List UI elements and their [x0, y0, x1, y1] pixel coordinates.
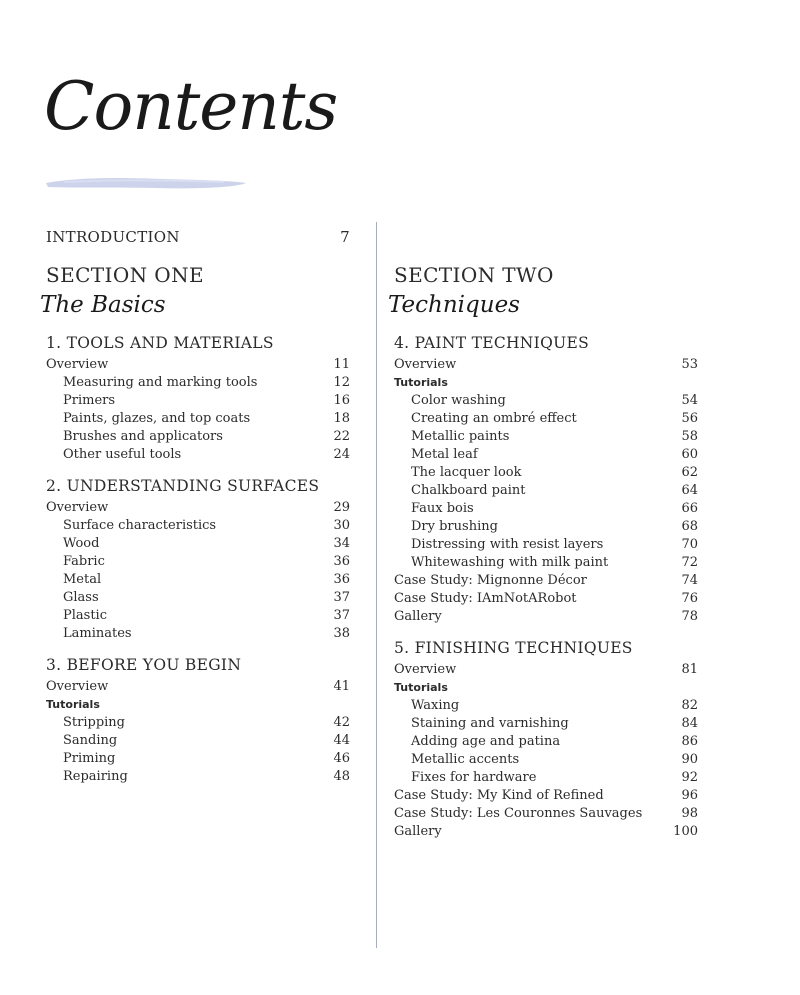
entry-page: 37 [333, 608, 350, 623]
entry-page: 86 [681, 734, 698, 749]
entry-label: Wood [63, 536, 100, 551]
entry-page: 42 [333, 715, 350, 730]
toc-entry[interactable] [46, 535, 350, 553]
entry-label: Distressing with resist layers [411, 537, 604, 552]
chapter-title[interactable]: 3. BEFORE YOU BEGIN [46, 656, 242, 674]
entry-label: Priming [63, 751, 116, 766]
entry-label: Faux bois [411, 501, 474, 516]
entry-page: 16 [333, 393, 350, 408]
entry-label: Metal [63, 572, 102, 587]
entry-page: 72 [681, 555, 698, 570]
tutorials-label: Tutorials [46, 698, 100, 711]
entry-label: Gallery [394, 609, 442, 624]
entry-label: INTRODUCTION [46, 228, 180, 246]
entry-page: 54 [681, 393, 698, 408]
entry-page: 38 [333, 626, 350, 641]
toc-entry[interactable] [394, 733, 698, 751]
toc-entry[interactable] [394, 697, 698, 715]
toc-entry[interactable] [46, 750, 350, 768]
entry-page: 90 [681, 752, 698, 767]
chapter-title[interactable]: 4. PAINT TECHNIQUES [394, 334, 589, 352]
entry-page: 41 [333, 679, 350, 694]
page-title: Contents [44, 68, 338, 145]
entry-label: Sanding [63, 733, 118, 748]
entry-label: Case Study: IAmNotARobot [394, 591, 577, 606]
entry-label: Dry brushing [411, 519, 498, 534]
entry-page: 37 [333, 590, 350, 605]
entry-page: 11 [333, 357, 350, 372]
entry-label: Metallic paints [411, 429, 510, 444]
section-one-subtitle: The Basics [40, 292, 166, 318]
entry-page: 24 [333, 447, 350, 462]
entry-page: 62 [681, 465, 698, 480]
entry-label: Case Study: My Kind of Refined [394, 788, 604, 803]
toc-entry[interactable] [394, 500, 698, 518]
toc-entry[interactable] [394, 392, 698, 410]
entry-page: 29 [333, 500, 350, 515]
entry-label: Overview [394, 662, 457, 677]
toc-entry[interactable] [46, 571, 350, 589]
entry-page: 70 [681, 537, 698, 552]
toc-entry[interactable] [46, 732, 350, 750]
toc-entry[interactable] [394, 751, 698, 769]
toc-entry[interactable] [46, 678, 350, 696]
toc-entry[interactable] [394, 356, 698, 374]
toc-entry[interactable] [394, 661, 698, 679]
entry-label: Fixes for hardware [411, 770, 537, 785]
entry-page: 81 [681, 662, 698, 677]
chapter-title[interactable]: 1. TOOLS AND MATERIALS [46, 334, 274, 352]
entry-page: 66 [681, 501, 698, 516]
entry-page: 22 [333, 429, 350, 444]
toc-entry[interactable] [394, 428, 698, 446]
entry-page: 36 [333, 554, 350, 569]
entry-label: Glass [63, 590, 99, 605]
entry-page: 74 [681, 573, 698, 588]
entry-label: Brushes and applicators [63, 429, 223, 444]
entry-page: 60 [681, 447, 698, 462]
chapter-block [46, 333, 350, 464]
entry-label: Adding age and patina [411, 734, 561, 749]
entry-label: Repairing [63, 769, 128, 784]
toc-entry[interactable] [394, 536, 698, 554]
entry-label: Fabric [63, 554, 105, 569]
toc-entry[interactable] [394, 590, 698, 608]
entry-page: 64 [681, 483, 698, 498]
entry-label: Whitewashing with milk paint [411, 555, 609, 570]
toc-entry[interactable] [46, 410, 350, 428]
entry-label: Case Study: Les Couronnes Sauvages [394, 806, 643, 821]
toc-entry[interactable] [394, 805, 698, 823]
entry-page: 84 [681, 716, 698, 731]
entry-label: Primers [63, 393, 116, 408]
toc-entry[interactable] [394, 787, 698, 805]
toc-entry[interactable] [394, 464, 698, 482]
toc-entry[interactable] [394, 482, 698, 500]
tutorials-label: Tutorials [394, 376, 448, 389]
toc-entry[interactable] [46, 374, 350, 392]
entry-page: 92 [681, 770, 698, 785]
entry-label: Overview [46, 500, 109, 515]
entry-label: Overview [46, 357, 109, 372]
entry-page: 36 [333, 572, 350, 587]
entry-page: 7 [340, 228, 350, 246]
entry-page: 44 [333, 733, 350, 748]
toc-entry[interactable] [46, 446, 350, 464]
entry-page: 76 [681, 591, 698, 606]
toc-entry[interactable] [46, 553, 350, 571]
entry-label: Case Study: Mignonne Décor [394, 573, 587, 588]
toc-entry[interactable] [46, 392, 350, 410]
toc-entry[interactable] [394, 410, 698, 428]
toc-entry[interactable] [46, 589, 350, 607]
chapter-title[interactable]: 2. UNDERSTANDING SURFACES [46, 477, 320, 495]
entry-label: Waxing [411, 698, 460, 713]
toc-entry[interactable] [46, 768, 350, 786]
entry-page: 12 [333, 375, 350, 390]
section-two-heading: SECTION TWO [394, 263, 554, 287]
brush-stroke-decoration [44, 173, 248, 193]
chapter-block [46, 476, 350, 643]
section-two-subtitle: Techniques [388, 292, 520, 318]
toc-entry-introduction[interactable] [46, 228, 350, 246]
toc-entry[interactable] [394, 446, 698, 464]
entry-page: 96 [681, 788, 698, 803]
entry-label: Staining and varnishing [411, 716, 569, 731]
entry-label: Other useful tools [63, 447, 182, 462]
entry-label: Creating an ombré effect [411, 411, 577, 426]
entry-label: Laminates [63, 626, 132, 641]
entry-label: The lacquer look [411, 465, 522, 480]
toc-entry[interactable] [394, 608, 698, 626]
entry-label: Chalkboard paint [411, 483, 526, 498]
entry-page: 56 [681, 411, 698, 426]
entry-page: 100 [673, 824, 698, 839]
section-two-chapters [394, 333, 698, 853]
entry-label: Metallic accents [411, 752, 520, 767]
entry-page: 82 [681, 698, 698, 713]
entry-page: 98 [681, 806, 698, 821]
entry-page: 78 [681, 609, 698, 624]
entry-page: 53 [681, 357, 698, 372]
tutorials-label: Tutorials [394, 681, 448, 694]
entry-label: Paints, glazes, and top coats [63, 411, 251, 426]
toc-entry[interactable] [46, 517, 350, 535]
entry-page: 58 [681, 429, 698, 444]
entry-label: Gallery [394, 824, 442, 839]
toc-entry[interactable] [46, 625, 350, 643]
entry-label: Stripping [63, 715, 125, 730]
toc-entry[interactable] [394, 715, 698, 733]
toc-entry[interactable] [46, 428, 350, 446]
chapter-block [394, 638, 698, 841]
entry-label: Measuring and marking tools [63, 375, 258, 390]
chapter-block [394, 333, 698, 626]
toc-entry[interactable] [394, 518, 698, 536]
toc-entry[interactable] [46, 714, 350, 732]
entry-label: Color washing [411, 393, 506, 408]
column-divider [376, 222, 377, 948]
entry-label: Metal leaf [411, 447, 478, 462]
toc-entry[interactable] [46, 607, 350, 625]
section-one-chapters [46, 333, 350, 798]
entry-page: 46 [333, 751, 350, 766]
entry-label: Overview [394, 357, 457, 372]
toc-entry[interactable] [46, 356, 350, 374]
entry-page: 48 [333, 769, 350, 784]
toc-entry[interactable] [46, 499, 350, 517]
entry-label: Plastic [63, 608, 107, 623]
toc-entry[interactable] [394, 572, 698, 590]
entry-page: 68 [681, 519, 698, 534]
chapter-block [46, 655, 350, 786]
entry-page: 30 [333, 518, 350, 533]
toc-entry[interactable] [394, 823, 698, 841]
chapter-title[interactable]: 5. FINISHING TECHNIQUES [394, 639, 633, 657]
entry-page: 18 [333, 411, 350, 426]
entry-label: Overview [46, 679, 109, 694]
entry-label: Surface characteristics [63, 518, 217, 533]
toc-entry[interactable] [394, 554, 698, 572]
section-one-heading: SECTION ONE [46, 263, 204, 287]
toc-entry[interactable] [394, 769, 698, 787]
entry-page: 34 [333, 536, 350, 551]
